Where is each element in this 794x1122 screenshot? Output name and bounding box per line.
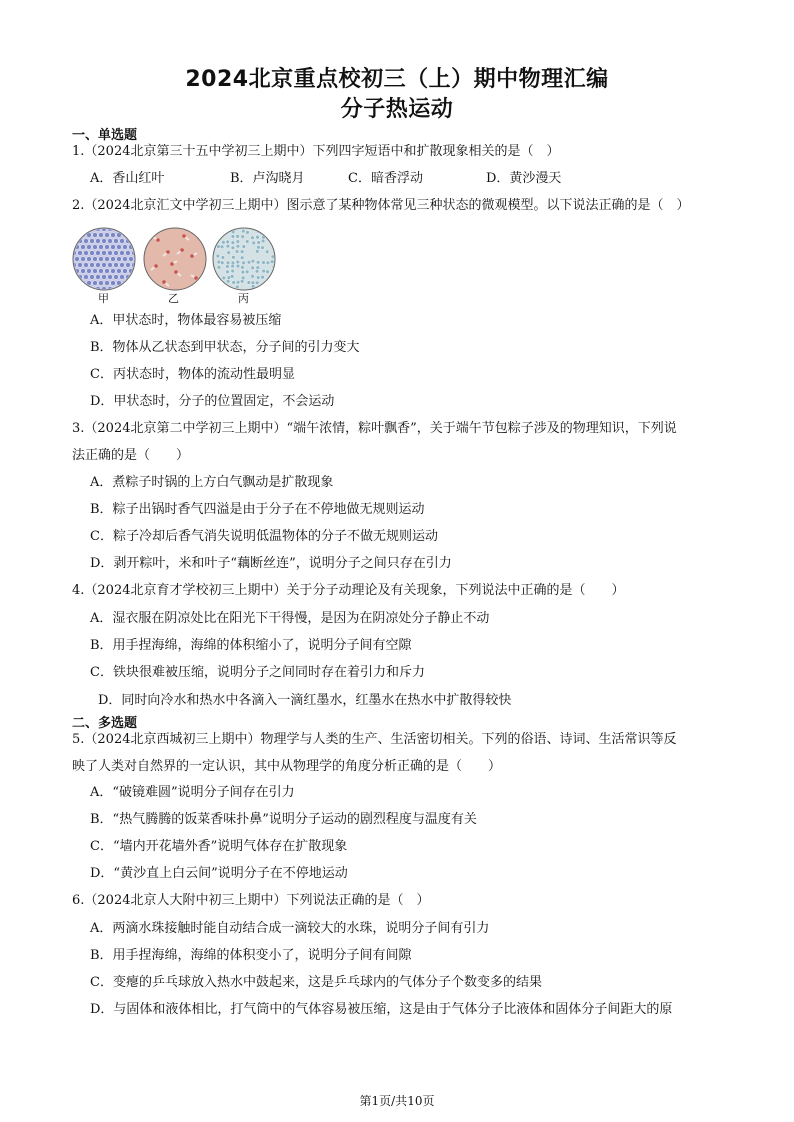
particle <box>255 249 259 253</box>
particle <box>217 265 221 269</box>
particle <box>105 281 110 286</box>
particle <box>241 235 245 239</box>
particle <box>108 239 113 244</box>
particle <box>266 261 270 265</box>
particle <box>245 270 249 274</box>
particle <box>102 275 107 280</box>
particle <box>241 229 245 233</box>
question-6-stem: 6.（2024北京人大附中初三上期中）下列说法正确的是（ ） <box>72 893 430 908</box>
particle <box>78 263 83 268</box>
particle <box>272 275 276 279</box>
particle <box>114 275 119 280</box>
particle <box>96 239 101 244</box>
question-5-option-d: D．“黄沙直上白云间”说明分子在不停地运动 <box>90 866 348 881</box>
particle <box>190 254 194 258</box>
particle <box>256 260 260 264</box>
particle <box>111 281 116 286</box>
particle <box>236 234 240 238</box>
particle <box>132 227 137 232</box>
particle <box>99 269 104 274</box>
particle <box>99 233 104 238</box>
particle <box>240 250 244 254</box>
particle <box>126 251 131 256</box>
particle <box>111 245 116 250</box>
particle <box>267 229 271 233</box>
particle <box>114 263 119 268</box>
particle <box>252 241 256 245</box>
particle <box>255 281 259 285</box>
particle <box>108 251 113 256</box>
particle <box>75 233 80 238</box>
particle <box>129 233 134 238</box>
particle <box>72 275 76 280</box>
question-2-stem: 2.（2024北京汇文中学初三上期中）图示意了某种物体常见三种状态的微观模型。以下说法正确的是（ ） <box>72 198 690 213</box>
particle <box>93 233 98 238</box>
page-subtitle: 分子热运动 <box>340 97 454 122</box>
particle <box>105 257 110 262</box>
question-4-option-a: A．湿衣服在阴凉处比在阳光下干得慢，是因为在阴凉处分子静止不动 <box>90 611 490 626</box>
particle <box>99 245 104 250</box>
particle <box>262 261 266 265</box>
question-5-option-a: A．“破镜难圆”说明分子间存在引力 <box>90 785 295 800</box>
particle <box>120 275 125 280</box>
particle <box>114 251 119 256</box>
particle <box>102 239 107 244</box>
particle <box>129 281 134 286</box>
particle <box>123 257 128 262</box>
particle <box>232 255 236 259</box>
particle <box>132 287 137 292</box>
particle <box>221 256 225 260</box>
particle <box>225 265 229 269</box>
figure-label-yi: 乙 <box>168 292 179 305</box>
particle <box>126 227 131 232</box>
question-1-option-b: B．卢沟晓月 <box>230 171 305 186</box>
particle <box>236 264 240 268</box>
particle <box>256 245 260 249</box>
particle <box>87 269 92 274</box>
particle <box>156 238 160 242</box>
question-6-option-a: A．两滴水珠接触时能自动结合成一滴较大的水珠，说明分子间有引力 <box>90 921 490 936</box>
particle <box>236 244 240 248</box>
particle <box>261 275 265 279</box>
liquid-state-model <box>144 228 206 290</box>
particle <box>256 276 260 280</box>
section-heading-single-choice: 一、单选题 <box>72 128 138 143</box>
figure-label-bing: 丙 <box>238 292 249 305</box>
particle <box>105 245 110 250</box>
particle <box>251 281 255 285</box>
particle <box>240 256 244 260</box>
question-5-stem-line-1: 5.（2024北京西城初三上期中）物理学与人类的生产、生活密切相关。下列的俗语、诗词、生活常识等反 <box>72 732 677 747</box>
question-3-stem-line-1: 3.（2024北京第二中学初三上期中）“端午浓情，粽叶飘香”，关于端午节包粽子涉及的物理知识，下列说 <box>72 421 677 436</box>
particle <box>93 257 98 262</box>
particle <box>102 251 107 256</box>
question-5-stem-line-2: 映了人类对自然界的一定认识，其中从物理学的角度分析正确的是（ ） <box>72 759 502 774</box>
particle <box>99 281 104 286</box>
particle <box>226 279 230 283</box>
particle <box>227 251 231 255</box>
particle <box>90 275 95 280</box>
question-5-option-b: B．“热气腾腾的饭菜香味扑鼻”说明分子运动的剧烈程度与温度有关 <box>90 812 477 827</box>
particle <box>256 266 260 270</box>
question-4-option-d: D．同时向冷水和热水中各滴入一滴红墨水，红墨水在热水中扩散得较快 <box>98 693 512 708</box>
particle <box>93 269 98 274</box>
question-1-stem: 1.（2024北京第三十五中学初三上期中）下列四字短语中和扩散现象相关的是（ ） <box>72 144 560 159</box>
particle <box>216 235 220 239</box>
particle <box>114 239 119 244</box>
particle <box>72 287 76 292</box>
question-1-option-a: A．香山红叶 <box>90 171 165 186</box>
particle <box>87 257 92 262</box>
page-title: 2024北京重点校初三（上）期中物理汇编 <box>185 67 609 92</box>
particle <box>226 240 230 244</box>
page-footer: 第1页/共10页 <box>359 1094 435 1108</box>
question-4-option-b: B．用手捏海绵，海绵的体积缩小了，说明分子间有空隙 <box>90 638 412 653</box>
particle <box>108 263 113 268</box>
particle <box>120 239 125 244</box>
particle <box>182 234 186 238</box>
particle <box>72 227 76 232</box>
particle <box>216 254 220 258</box>
question-3-option-a: A．煮粽子时锅的上方白气飘动是扩散现象 <box>90 475 334 490</box>
particle <box>251 236 255 240</box>
particle <box>257 241 261 245</box>
particle <box>261 246 265 250</box>
particle <box>120 287 125 292</box>
particle <box>235 250 239 254</box>
particle <box>266 270 270 274</box>
particle <box>272 229 276 233</box>
particle <box>78 287 83 292</box>
particle <box>220 261 224 265</box>
particle <box>102 263 107 268</box>
particle <box>174 270 178 274</box>
particle <box>231 241 235 245</box>
particle <box>90 251 95 256</box>
particle <box>72 239 76 244</box>
particle <box>117 245 122 250</box>
particle <box>96 263 101 268</box>
particle <box>96 251 101 256</box>
particle <box>84 239 89 244</box>
particle <box>236 260 240 264</box>
particle <box>120 227 125 232</box>
question-1-options <box>90 170 690 188</box>
question-5-option-c: C．“墙内开花墙外香”说明气体存在扩散现象 <box>90 839 348 854</box>
particle <box>241 270 245 274</box>
particle <box>242 245 246 249</box>
particle <box>271 284 275 288</box>
particle <box>81 245 86 250</box>
question-3-option-c: C．粽子冷却后香气消失说明低温物体的分子不做无规则运动 <box>90 529 438 544</box>
particle <box>75 257 80 262</box>
particle <box>108 275 113 280</box>
question-4-stem: 4.（2024北京育才学校初三上期中）关于分子动理论及有关现象，下列说法中正确的是（ ） <box>72 583 625 598</box>
particle <box>221 240 225 244</box>
particle <box>245 240 249 244</box>
particle <box>231 264 235 268</box>
particle <box>126 287 131 292</box>
particle <box>222 276 226 280</box>
particle <box>93 281 98 286</box>
section-heading-multiple-choice: 二、多选题 <box>72 716 138 731</box>
particle <box>93 245 98 250</box>
figure-label-jia: 甲 <box>98 292 109 305</box>
particle <box>255 269 259 273</box>
particle <box>221 286 225 290</box>
particle <box>251 259 255 263</box>
particle <box>180 248 184 252</box>
particle <box>90 263 95 268</box>
particle <box>166 250 170 254</box>
particle <box>236 240 240 244</box>
particle <box>231 235 235 239</box>
particle <box>231 269 235 273</box>
particle <box>123 245 128 250</box>
particle <box>231 246 235 250</box>
question-3-option-b: B．粽子出锅时香气四溢是由于分子在不停地做无规则运动 <box>90 502 425 517</box>
particle <box>170 262 174 266</box>
particle <box>117 269 122 274</box>
particle <box>251 266 255 270</box>
particle <box>247 260 251 264</box>
particle <box>236 280 240 284</box>
particle <box>75 281 80 286</box>
particle <box>96 275 101 280</box>
particle <box>81 269 86 274</box>
particle <box>265 250 269 254</box>
question-6-option-b: B．用手捏海绵，海绵的体积变小了，说明分子间有间隙 <box>90 948 412 963</box>
particle <box>226 270 230 274</box>
particle <box>154 264 158 268</box>
question-1-option-d: D．黄沙漫天 <box>486 171 562 186</box>
particle <box>78 227 83 232</box>
particle <box>111 233 116 238</box>
particle <box>87 245 92 250</box>
particle <box>162 280 166 284</box>
particle <box>240 265 244 269</box>
particle <box>84 227 89 232</box>
particle <box>84 287 89 292</box>
particle <box>226 244 230 248</box>
question-4-option-c: C．铁块很难被压缩，说明分子之间同时存在着引力和斥力 <box>90 665 425 680</box>
particle <box>132 275 137 280</box>
particle <box>240 279 244 283</box>
particle <box>217 260 221 264</box>
particle <box>105 269 110 274</box>
particle <box>117 257 122 262</box>
particle <box>270 260 274 264</box>
question-6-option-c: C．变瘪的乒乓球放入热水中鼓起来，这是乒乓球内的气体分子个数变多的结果 <box>90 975 542 990</box>
particle <box>261 239 265 243</box>
particle <box>105 233 110 238</box>
particle <box>120 251 125 256</box>
particle <box>111 257 116 262</box>
question-2-option-c: C．丙状态时，物体的流动性最明显 <box>90 367 295 382</box>
particle <box>247 281 251 285</box>
particle <box>123 269 128 274</box>
particle <box>78 251 83 256</box>
particle <box>251 274 255 278</box>
particle <box>262 269 266 273</box>
question-2-option-a: A．甲状态时，物体最容易被压缩 <box>90 313 282 328</box>
particle <box>132 239 137 244</box>
particle <box>230 275 234 279</box>
particle <box>90 239 95 244</box>
particle <box>84 251 89 256</box>
particle <box>256 235 260 239</box>
particle <box>220 245 224 249</box>
particle <box>246 230 250 234</box>
particle <box>226 261 230 265</box>
particle <box>84 263 89 268</box>
particle <box>129 257 134 262</box>
particle <box>242 261 246 265</box>
particle <box>84 275 89 280</box>
question-3-option-d: D．剥开粽叶，米和叶子“藕断丝连”，说明分子之间只存在引力 <box>90 556 452 571</box>
particle <box>126 263 131 268</box>
particle <box>111 269 116 274</box>
particle <box>99 257 104 262</box>
particle <box>120 263 125 268</box>
particle <box>216 229 220 233</box>
question-6-option-d: D．与固体和液体相比，打气筒中的气体容易被压缩，这是由于气体分子比液体和固体分子间距大的原 <box>90 1002 673 1017</box>
question-2-option-b: B．物体从乙状态到甲状态，分子间的引力变大 <box>90 340 360 355</box>
particle <box>81 257 86 262</box>
question-3-stem-line-2: 法正确的是（ ） <box>72 448 190 463</box>
question-2-option-d: D．甲状态时，分子的位置固定，不会运动 <box>90 394 335 409</box>
particle <box>232 281 236 285</box>
question-1-option-c: C．暗香浮动 <box>348 171 423 186</box>
